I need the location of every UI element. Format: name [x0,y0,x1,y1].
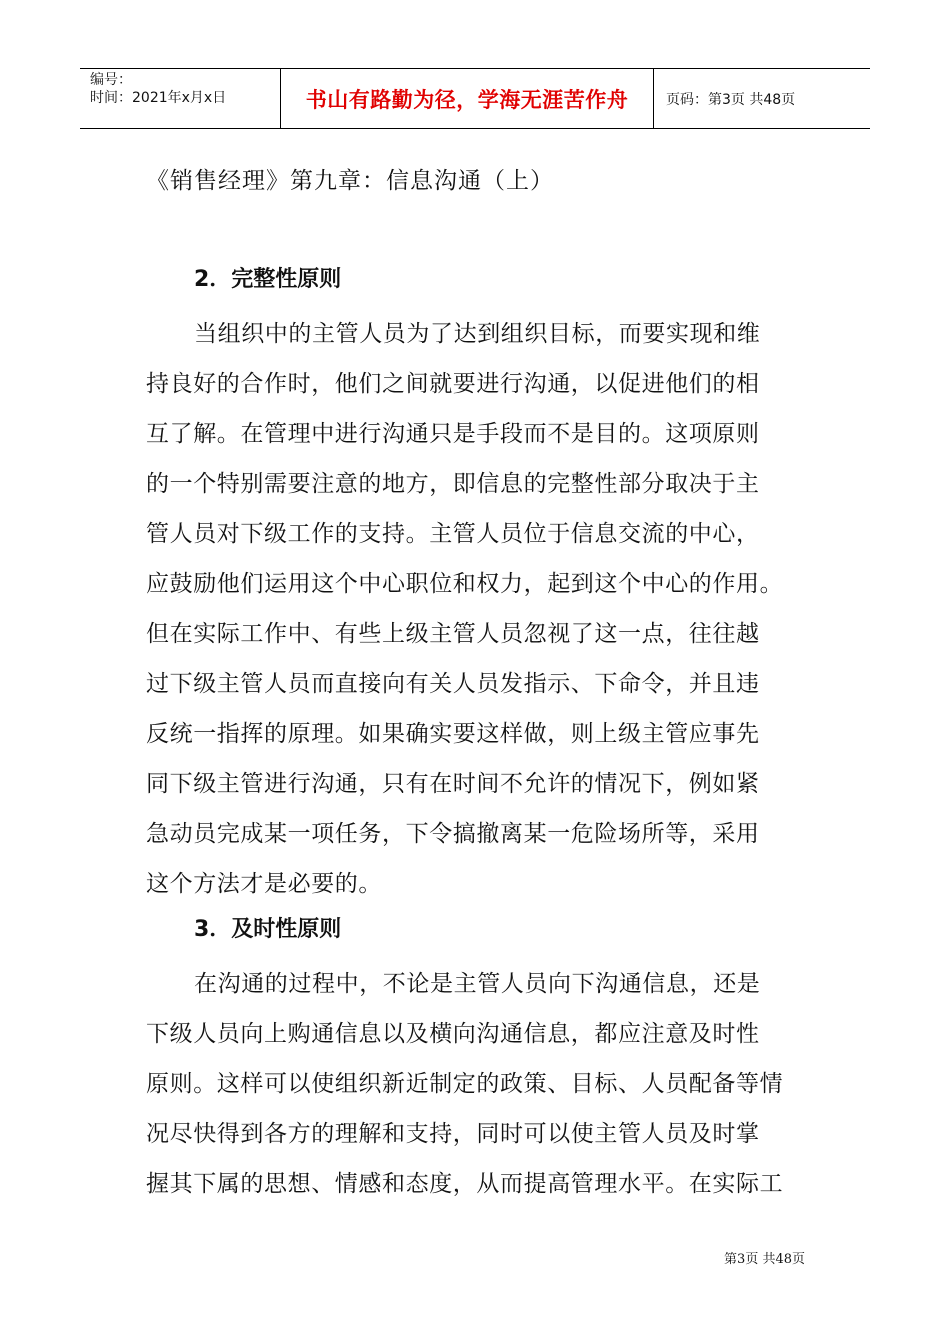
section-heading: 3．及时性原则 [194,917,342,942]
paragraph-line: 但在实际工作中、有些上级主管人员忽视了这一点，往往越 [146,621,760,647]
paragraph-line: 持良好的合作时，他们之间就要进行沟通，以促进他们的相 [146,371,760,397]
document-body [146,259,816,1209]
paragraph-line: 的一个特别需要注意的地方，即信息的完整性部分取决于主 [146,471,760,497]
header-page-cell [654,69,870,128]
paragraph-line: 过下级主管人员而直接向有关人员发指示、下命令，并且违 [146,671,760,697]
paragraph-line: 况尽快得到各方的理解和支持，同时可以使主管人员及时掌 [146,1121,760,1147]
paragraph-line: 下级人员向上购通信息以及横向沟通信息，都应注意及时性 [146,1021,760,1047]
code-label: 编号： [90,72,132,88]
date-label: 时间：2021年x月x日 [90,90,227,106]
header-meta-cell [80,69,281,128]
paragraph-line: 同下级主管进行沟通，只有在时间不允许的情况下，例如紧 [146,771,760,797]
doc-title: 《销售经理》第九章：信息沟通（上） [146,168,554,194]
header-table [80,68,870,129]
paragraph-line: 在沟通的过程中，不论是主管人员向下沟通信息，还是 [194,971,761,997]
paragraph-line: 应鼓励他们运用这个中心职位和权力，起到这个中心的作用。 [146,571,784,597]
paragraph-line: 急动员完成某一项任务，下令搞撤离某一危险场所等，采用 [146,821,760,847]
paragraph-line: 反统一指挥的原理。如果确实要这样做，则上级主管应事先 [146,721,760,747]
page-footer: 第3页 共48页 [724,1252,805,1267]
paragraph-line: 这个方法才是必要的。 [146,871,382,897]
paragraph-line: 握其下属的思想、情感和态度，从而提高管理水平。在实际工 [146,1171,784,1197]
page-info: 页码：第3页 共48页 [666,91,796,108]
header-motto-cell [281,69,654,128]
paragraph-line: 互了解。在管理中进行沟通只是手段而不是目的。这项原则 [146,421,760,447]
motto: 书山有路勤为径，学海无涯苦作舟 [305,87,629,112]
paragraph-line: 管人员对下级工作的支持。主管人员位于信息交流的中心， [146,521,760,547]
section-heading: 2．完整性原则 [194,267,342,292]
paragraph-line: 当组织中的主管人员为了达到组织目标，而要实现和维 [194,321,761,347]
paragraph-line: 原则。这样可以使组织新近制定的政策、目标、人员配备等情 [146,1071,784,1097]
